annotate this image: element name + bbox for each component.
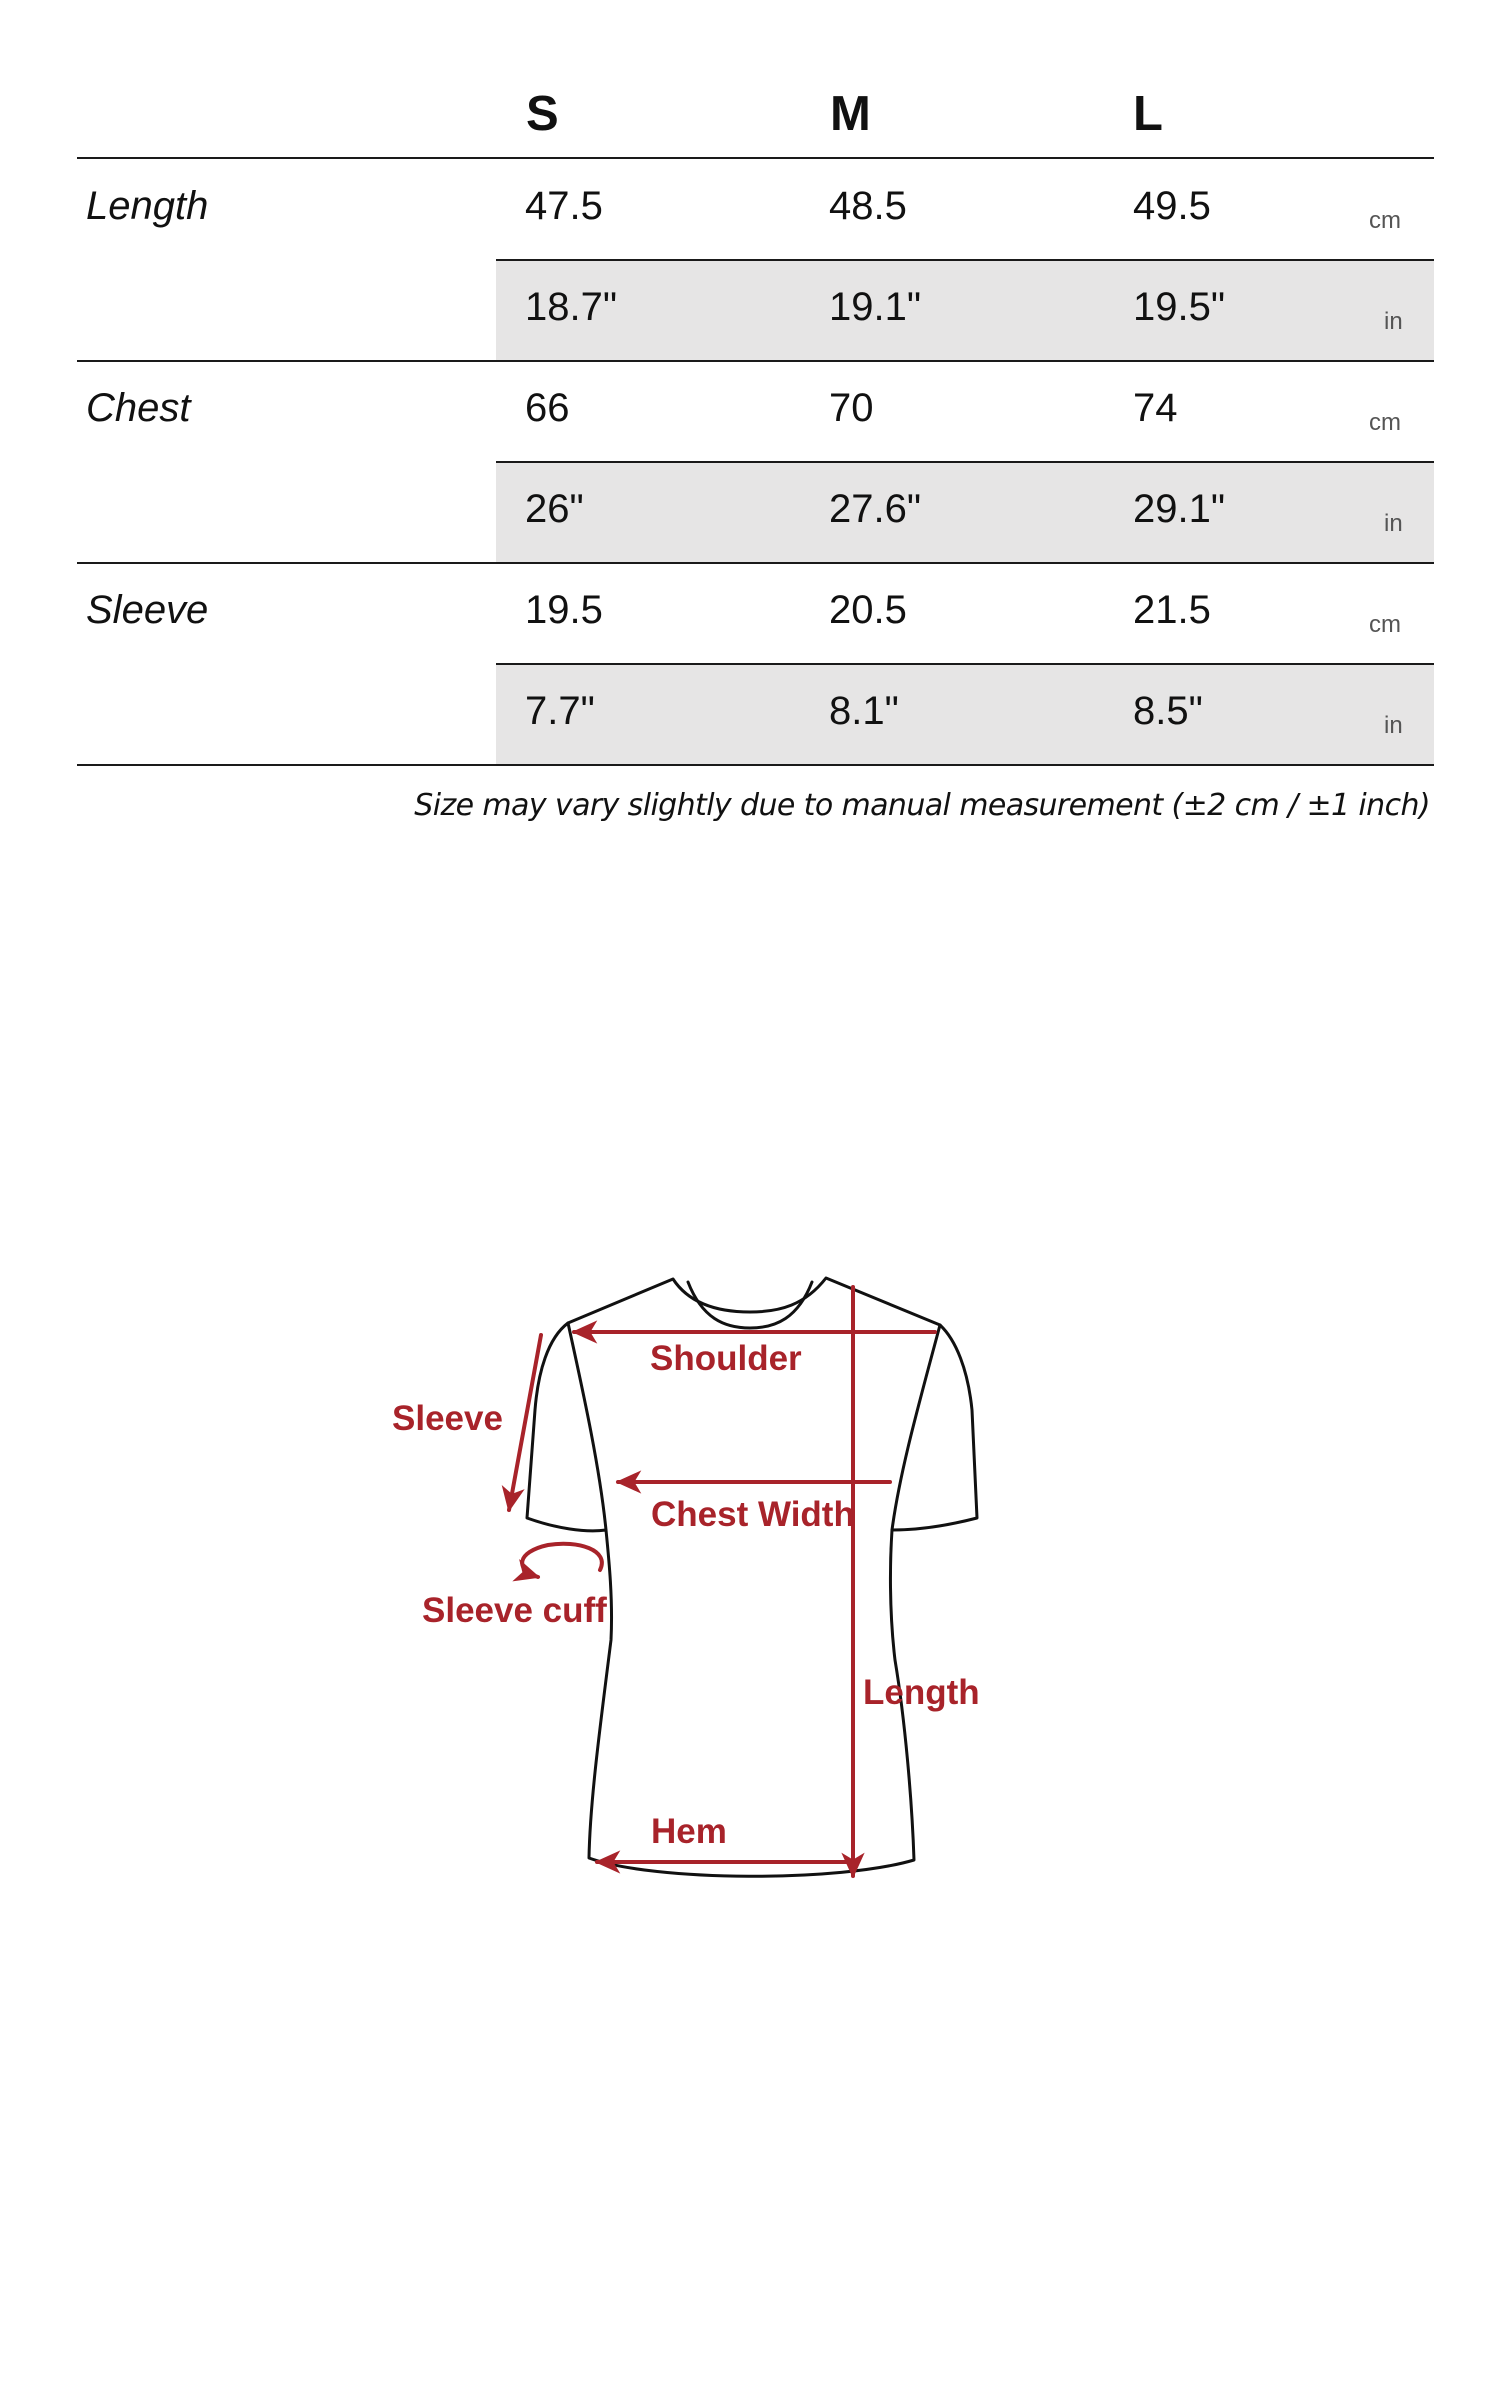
- table-cell: 66: [525, 386, 570, 430]
- row-shade: [496, 462, 1434, 562]
- size-chart-table: [0, 0, 1500, 840]
- table-cell: 20.5: [829, 588, 907, 632]
- unit-cm: cm: [1369, 611, 1401, 638]
- measurement-diagram: [0, 1200, 1500, 1960]
- unit-cm: cm: [1369, 207, 1401, 234]
- table-cell: 8.5": [1133, 689, 1203, 733]
- table-rule: [77, 764, 1434, 766]
- table-cell: 49.5: [1133, 184, 1211, 228]
- hem-label: Hem: [651, 1812, 727, 1851]
- table-cell: 48.5: [829, 184, 907, 228]
- unit-in: in: [1384, 712, 1403, 739]
- table-cell: 19.1": [829, 285, 922, 329]
- size-header-s: S: [526, 87, 559, 141]
- table-rule: [77, 562, 1434, 564]
- unit-in: in: [1384, 308, 1403, 335]
- length-label: Length: [863, 1673, 980, 1712]
- table-cell: 8.1": [829, 689, 899, 733]
- table-cell: 7.7": [525, 689, 595, 733]
- sleeve-cuff-label: Sleeve cuff: [422, 1591, 607, 1630]
- right-sleeve-seam: [892, 1325, 940, 1530]
- table-cell: 26": [525, 487, 584, 531]
- size-header-l: L: [1133, 87, 1163, 141]
- measurement-note: Size may vary slightly due to manual measurement (±2 cm / ±1 inch): [414, 788, 1430, 823]
- row-shade: [496, 664, 1434, 764]
- row-label-chest: Chest: [86, 386, 191, 430]
- chest-width-label: Chest Width: [651, 1495, 855, 1534]
- left-sleeve-seam: [568, 1323, 606, 1530]
- shoulder-label: Shoulder: [650, 1339, 802, 1378]
- table-cell: 21.5: [1133, 588, 1211, 632]
- sleeve-arrow: [509, 1335, 541, 1510]
- table-cell: 47.5: [525, 184, 603, 228]
- table-cell: 27.6": [829, 487, 922, 531]
- table-rule: [77, 360, 1434, 362]
- row-label-length: Length: [86, 184, 209, 228]
- table-cell: 29.1": [1133, 487, 1226, 531]
- table-rule: [496, 259, 1434, 261]
- sleeve-label: Sleeve: [392, 1399, 503, 1438]
- size-header-m: M: [830, 87, 871, 141]
- row-label-sleeve: Sleeve: [86, 588, 209, 632]
- table-rule: [496, 461, 1434, 463]
- table-rule: [77, 157, 1434, 159]
- unit-cm: cm: [1369, 409, 1401, 436]
- table-cell: 18.7": [525, 285, 618, 329]
- table-rule: [496, 663, 1434, 665]
- table-cell: 19.5: [525, 588, 603, 632]
- unit-in: in: [1384, 510, 1403, 537]
- table-cell: 74: [1133, 386, 1178, 430]
- table-cell: 19.5": [1133, 285, 1226, 329]
- sleeve-cuff-arrow: [522, 1544, 602, 1577]
- row-shade: [496, 260, 1434, 360]
- table-cell: 70: [829, 386, 874, 430]
